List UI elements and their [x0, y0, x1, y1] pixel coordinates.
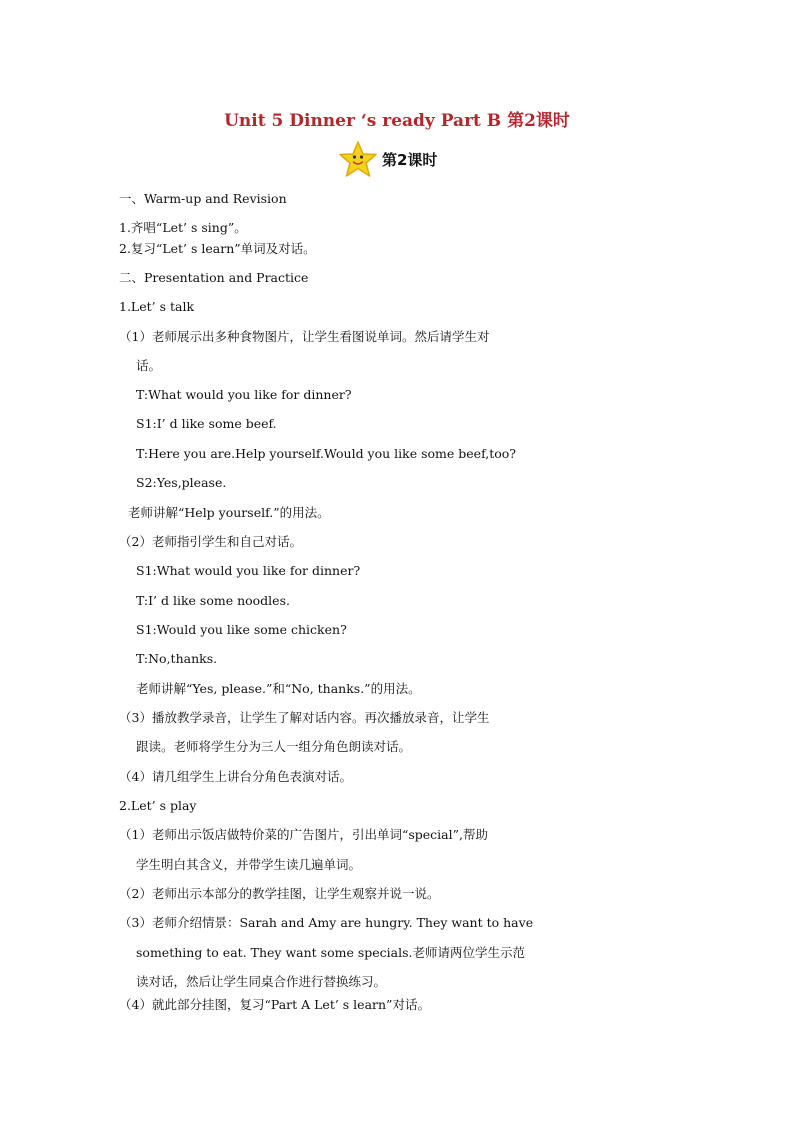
dialogue-line: S2:Yes,please. — [136, 475, 227, 490]
text-line: 1.齐唱“Let’ s sing”。 — [119, 220, 247, 235]
dialogue-line: S1:I’ d like some beef. — [136, 416, 277, 431]
dialogue-line: T:What would you like for dinner? — [136, 387, 352, 402]
lesson-heading — [338, 140, 437, 178]
text-line: 老师讲解“Help yourself.”的用法。 — [128, 505, 330, 520]
text-line: 话。 — [136, 358, 162, 373]
dialogue-line: T:I’ d like some noodles. — [136, 593, 290, 608]
section-heading-warmup: 一、Warm-up and Revision — [119, 191, 287, 206]
text-line: （1）老师出示饭店做特价菜的广告图片，引出单词“special”,帮助 — [119, 827, 488, 842]
text-line: （2）老师指引学生和自己对话。 — [119, 534, 302, 549]
text-line: （4）就此部分挂图，复习“Part A Let’ s learn”对话。 — [119, 997, 430, 1012]
lesson-subtitle: 第2课时 — [382, 150, 438, 169]
text-line: （2）老师出示本部分的教学挂图，让学生观察并说一说。 — [119, 886, 440, 901]
text-line: 跟读。老师将学生分为三人一组分角色朗读对话。 — [136, 739, 412, 754]
text-line: 老师讲解“Yes, please.”和“No, thanks.”的用法。 — [136, 681, 421, 696]
text-line: 学生明白其含义，并带学生读几遍单词。 — [136, 857, 362, 872]
subsection-heading: 1.Let’ s talk — [119, 299, 195, 314]
subsection-heading: 2.Let’ s play — [119, 798, 197, 813]
text-line: something to eat. They want some specials.老师请两位学生示范 — [136, 945, 525, 960]
text-line: 2.复习“Let’ s learn”单词及对话。 — [119, 241, 316, 256]
dialogue-line: S1:What would you like for dinner? — [136, 563, 361, 578]
text-line: （1）老师展示出多种食物图片，让学生看图说单词。然后请学生对 — [119, 329, 490, 344]
text-line: 读对话，然后让学生同桌合作进行替换练习。 — [136, 974, 387, 989]
dialogue-line: T:No,thanks. — [136, 651, 218, 666]
dialogue-line: T:Here you are.Help yourself.Would you like some beef,too? — [136, 446, 516, 461]
dialogue-line: S1:Would you like some chicken? — [136, 622, 347, 637]
document-title: Unit 5 Dinner ‘s ready Part B 第2课时 — [224, 111, 570, 131]
section-heading-presentation: 二、Presentation and Practice — [119, 270, 309, 285]
star-icon — [338, 140, 378, 178]
text-line: （3）老师介绍情景：Sarah and Amy are hungry. They want to have — [119, 915, 534, 930]
text-line: （3）播放教学录音，让学生了解对话内容。再次播放录音，让学生 — [119, 710, 490, 725]
text-line: （4）请几组学生上讲台分角色表演对话。 — [119, 769, 352, 784]
